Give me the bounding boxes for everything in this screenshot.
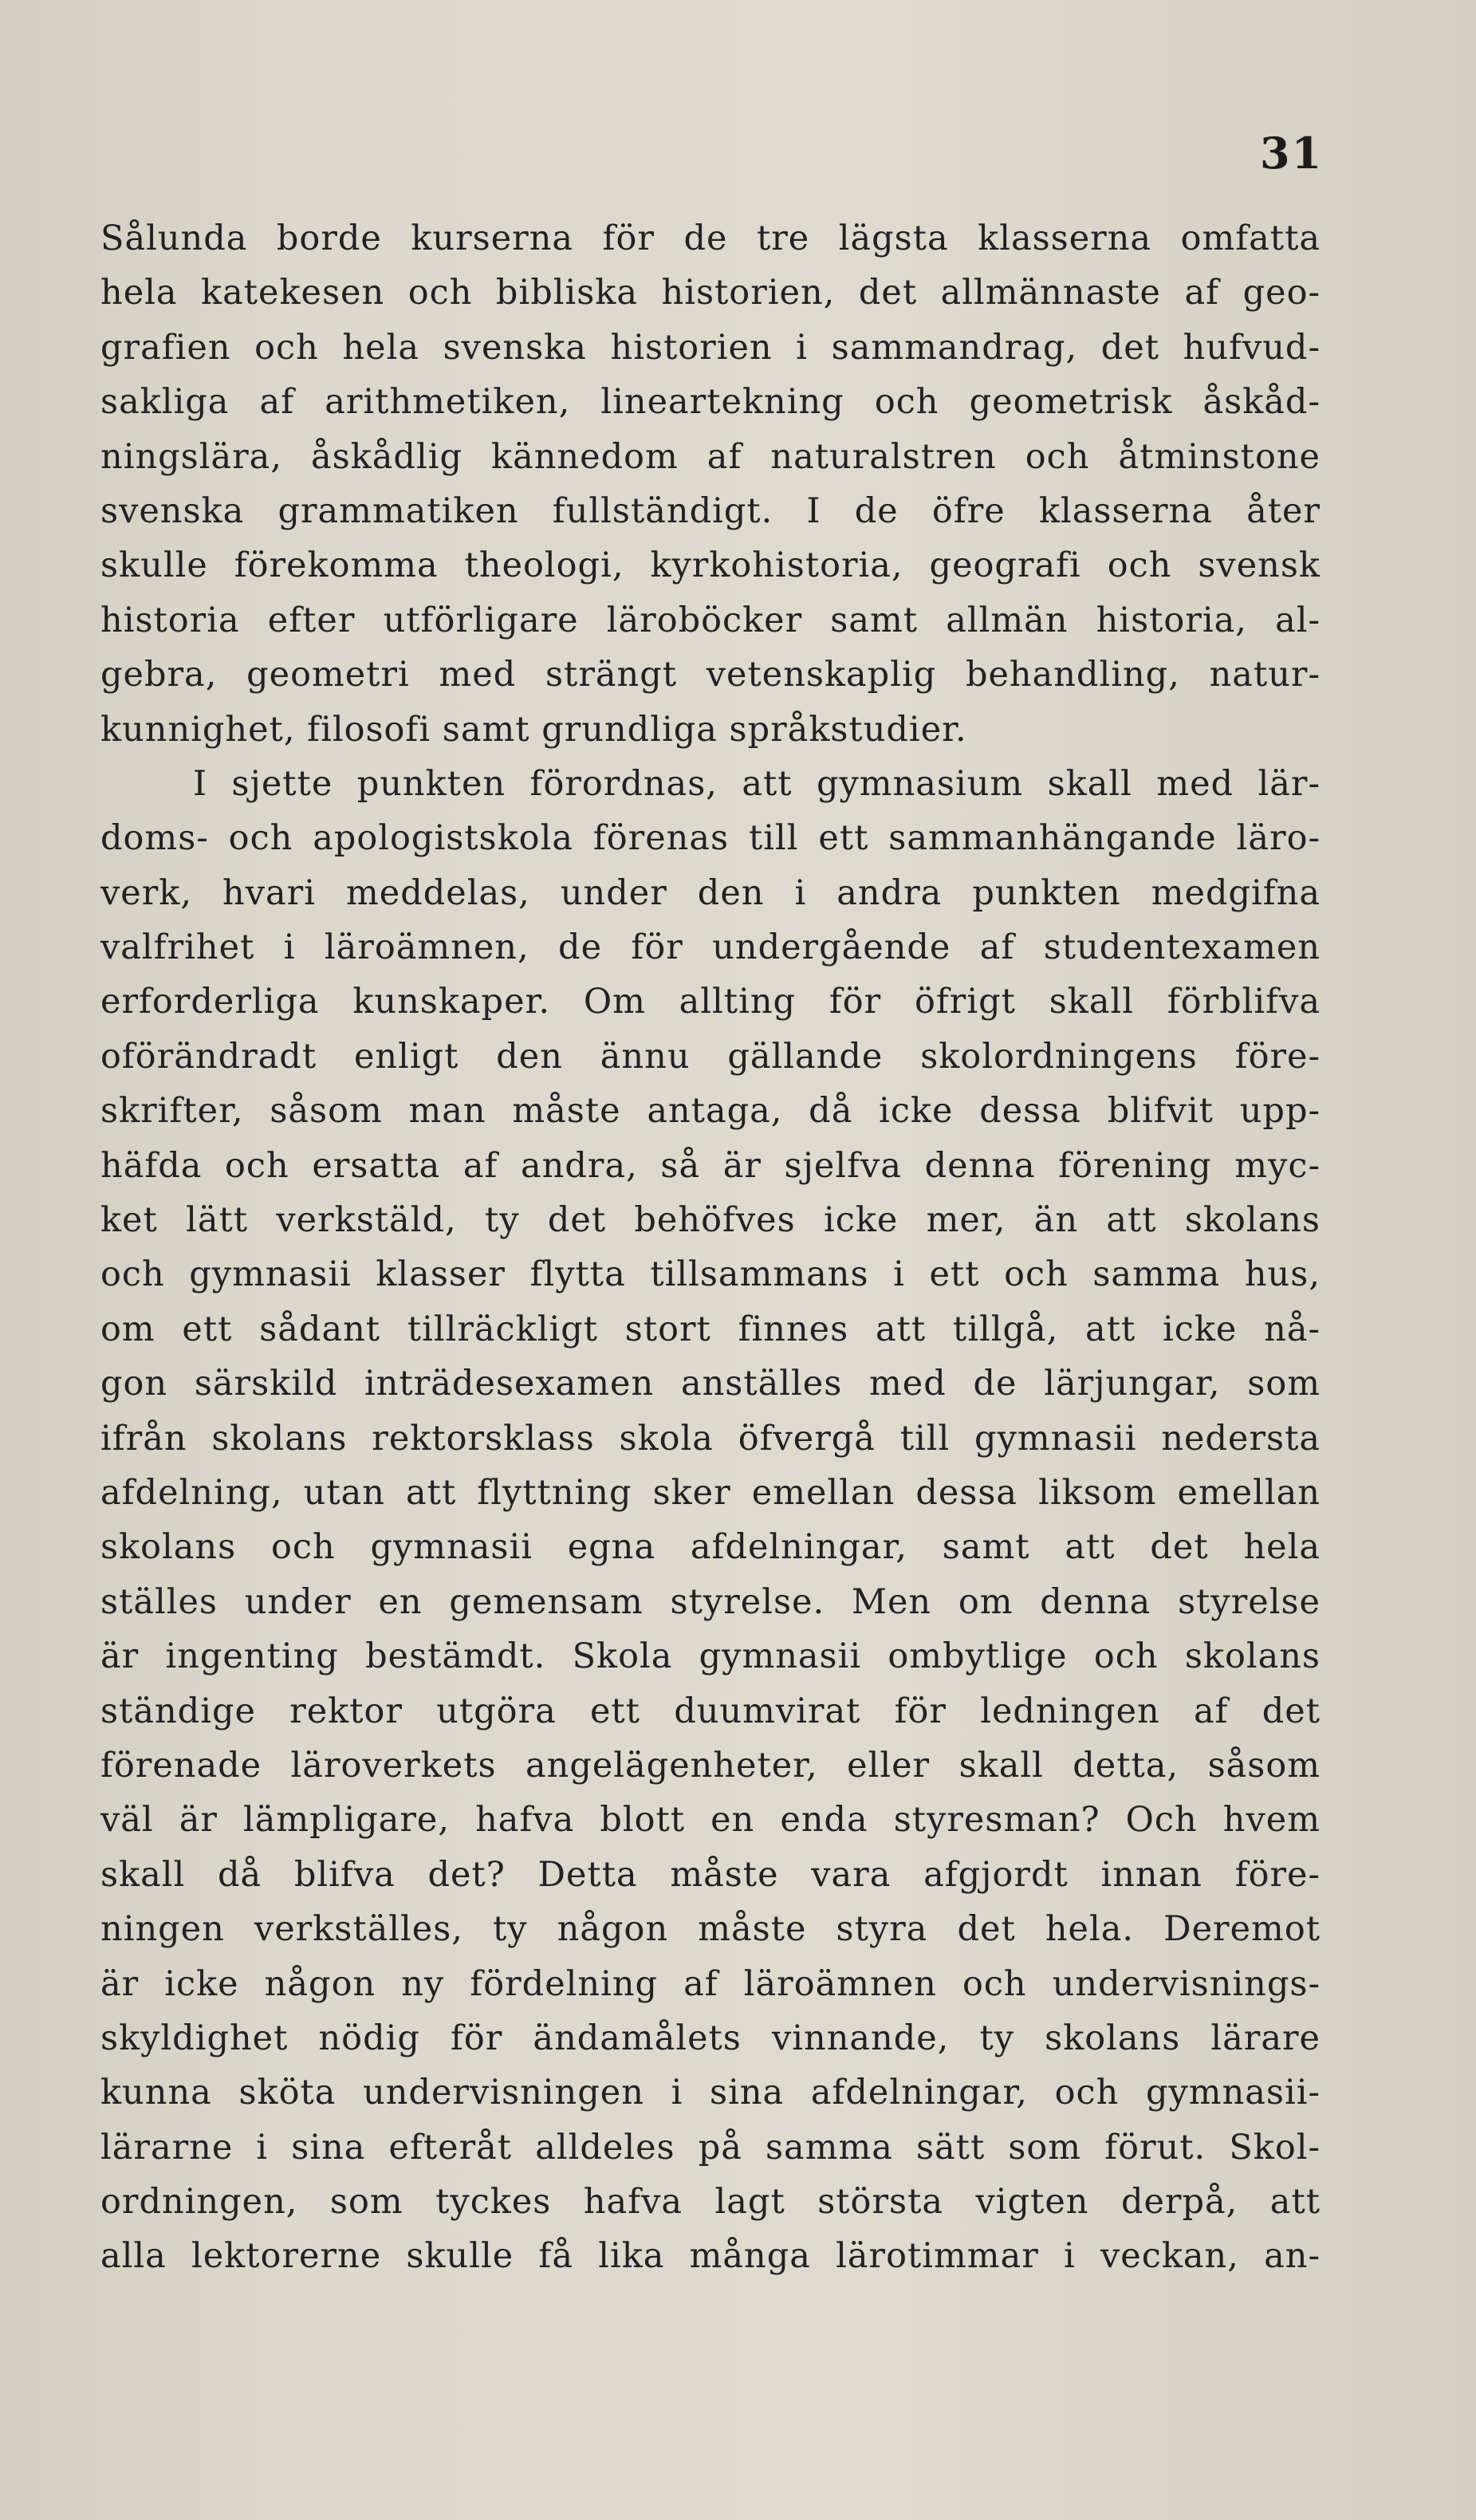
text-line: doms- och apologistskola förenas till ett sammanhängande läro- <box>100 818 1321 859</box>
paragraph-start-line: I sjette punkten förordnas, att gymnasium skall med lär- <box>193 763 1321 804</box>
text-line: skrifter, såsom man måste antaga, då icke dessa blifvit upp- <box>100 1091 1321 1132</box>
text-line: gon särskild inträdesexamen anställes med de lärjungar, som <box>100 1364 1321 1404</box>
text-line: hela katekesen och bibliska historien, det allmännaste af geo- <box>100 273 1321 313</box>
text-line: Sålunda borde kurserna för de tre lägsta klasserna omfatta <box>100 219 1321 258</box>
text-line: ordningen, som tyckes hafva lagt största vigten derpå, att <box>100 2182 1321 2223</box>
text-line: skall då blifva det? Detta måste vara afgjordt innan före- <box>100 1854 1321 1895</box>
text-line: ningslära, åskådlig kännedom af naturalstren och åtminstone <box>100 436 1321 477</box>
text-line: kunna sköta undervisningen i sina afdelningar, och gymnasii- <box>100 2073 1321 2113</box>
text-line: skolans och gymnasii egna afdelningar, samt att det hela <box>100 1527 1321 1568</box>
text-line: är icke någon ny fördelning af läroämnen och undervisnings- <box>100 1963 1321 2004</box>
text-line: väl är lämpligare, hafva blott en enda styresman? Och hvem <box>100 1800 1321 1841</box>
text-line: valfrihet i läroämnen, de för undergående af studentexamen <box>100 927 1321 968</box>
body-text <box>100 211 1321 2284</box>
text-line: och gymnasii klasser flytta tillsammans i ett och samma hus, <box>100 1254 1321 1295</box>
text-line: är ingenting bestämdt. Skola gymnasii ombytlige och skolans <box>100 1636 1321 1677</box>
text-line: lärarne i sina efteråt alldeles på samma sätt som förut. Skol- <box>100 2127 1321 2168</box>
text-line: skyldighet nödig för ändamålets vinnande, ty skolans lärare <box>100 2018 1321 2058</box>
text-line: gebra, geometri med strängt vetenskaplig behandling, natur- <box>100 655 1321 695</box>
text-line: ständige rektor utgöra ett duumvirat för ledningen af det <box>100 1691 1321 1731</box>
text-line: häfda och ersatta af andra, så är sjelfva denna förening myc- <box>100 1145 1321 1186</box>
text-line: ställes under en gemensam styrelse. Men om denna styrelse <box>100 1581 1321 1622</box>
text-line: om ett sådant tillräckligt stort finnes att tillgå, att icke nå- <box>100 1309 1321 1349</box>
text-line: ifrån skolans rektorsklass skola öfvergå till gymnasii nedersta <box>100 1418 1321 1459</box>
text-line: erforderliga kunskaper. Om allting för öfrigt skall förblifva <box>100 982 1321 1022</box>
text-line: svenska grammatiken fullständigt. I de öfre klasserna åter <box>100 490 1321 531</box>
text-line: grafien och hela svenska historien i sammandrag, det hufvud- <box>100 327 1321 368</box>
text-line: förenade läroverkets angelägenheter, eller skall detta, såsom <box>100 1745 1321 1786</box>
text-line: ket lätt verkstäld, ty det behöfves icke mer, än att skolans <box>100 1200 1321 1241</box>
page-number: 31 <box>1260 128 1324 179</box>
text-line: verk, hvari meddelas, under den i andra punkten medgifna <box>100 872 1321 913</box>
text-line: ningen verkställes, ty någon måste styra det hela. Deremot <box>100 1909 1321 1950</box>
text-line: skulle förekomma theologi, kyrkohistoria, geografi och svensk <box>100 545 1321 586</box>
text-line: sakliga af arithmetiken, lineartekning och geometrisk åskåd- <box>100 382 1321 423</box>
paragraph-end-line: kunnighet, filosofi samt grundliga språkstudier. <box>100 709 967 750</box>
text-line: alla lektorerne skulle få lika många lärotimmar i veckan, an- <box>100 2236 1321 2277</box>
text-line: oförändradt enligt den ännu gällande skolordningens före- <box>100 1036 1321 1077</box>
text-line: afdelning, utan att flyttning sker emellan dessa liksom emellan <box>100 1472 1321 1513</box>
text-line: historia efter utförligare läroböcker samt allmän historia, al- <box>100 600 1321 640</box>
